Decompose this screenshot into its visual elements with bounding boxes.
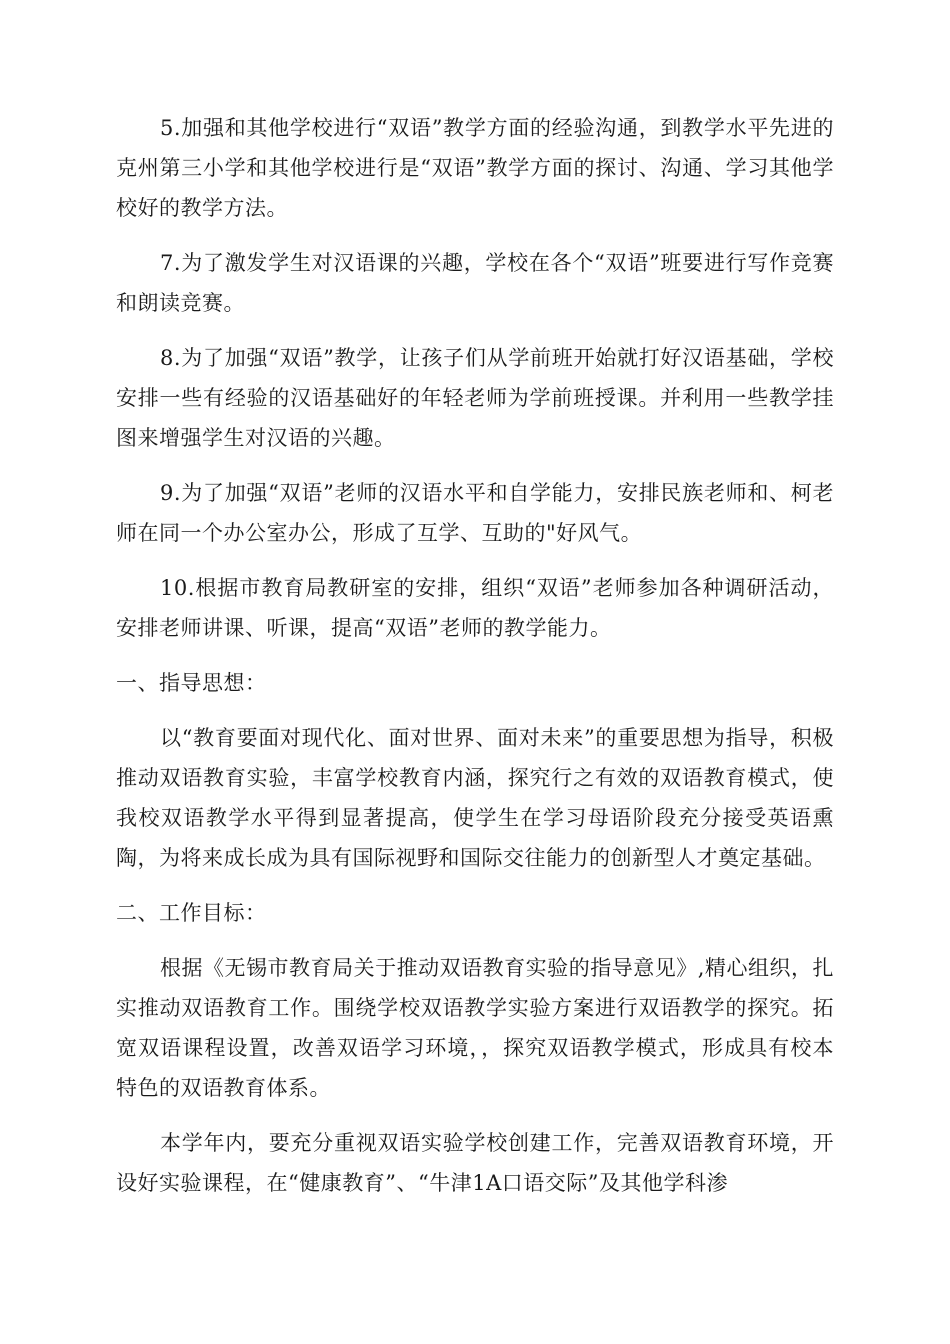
- paragraph-item-10: 10.根据市教育局教研室的安排，组织“双语”老师参加各种调研活动，安排老师讲课、听课，提高“双语”老师的教学能力。: [116, 576, 834, 640]
- section-heading-work-goals: 二、工作目标：: [116, 901, 267, 925]
- paragraph-item-8: 8.为了加强“双语”教学，让孩子们从学前班开始就打好汉语基础，学校安排一些有经验的汉语基础好的年轻老师为学前班授课。并利用一些教学挂图来增强学生对汉语的兴趣。: [116, 346, 834, 450]
- section-heading-guiding-ideology: 一、指导思想：: [116, 671, 267, 695]
- paragraph-item-9: 9.为了加强“双语”老师的汉语水平和自学能力，安排民族老师和、柯老师在同一个办公室办公，形成了互学、互助的"好风气。: [116, 481, 834, 545]
- paragraph-guiding-ideology: 以“教育要面对现代化、面对世界、面对未来”的重要思想为指导，积极推动双语教育实验，丰富学校教育内涵，探究行之有效的双语教育模式，使我校双语教学水平得到显著提高，使学生在学习母语阶段充分接受英语熏陶，为将来成长成为具有国际视野和国际交往能力的创新型人才奠定基础。: [116, 726, 834, 870]
- paragraph-item-5: 5.加强和其他学校进行“双语”教学方面的经验沟通，到教学水平先进的克州第三小学和其他学校进行是“双语”教学方面的探讨、沟通、学习其他学校好的教学方法。: [116, 116, 834, 220]
- paragraph-school-year: 本学年内，要充分重视双语实验学校创建工作，完善双语教育环境，开设好实验课程，在“健康教育”、“牛津1A口语交际”及其他学科渗: [116, 1131, 834, 1195]
- paragraph-work-goals: 根据《无锡市教育局关于推动双语教育实验的指导意见》,精心组织，扎实推动双语教育工作。围绕学校双语教学实验方案进行双语教学的探究。拓宽双语课程设置，改善双语学习环境，，探究双语教学模式，形成具有校本特色的双语教育体系。: [116, 956, 834, 1100]
- paragraph-item-7: 7.为了激发学生对汉语课的兴趣，学校在各个“双语”班要进行写作竞赛和朗读竞赛。: [116, 251, 834, 315]
